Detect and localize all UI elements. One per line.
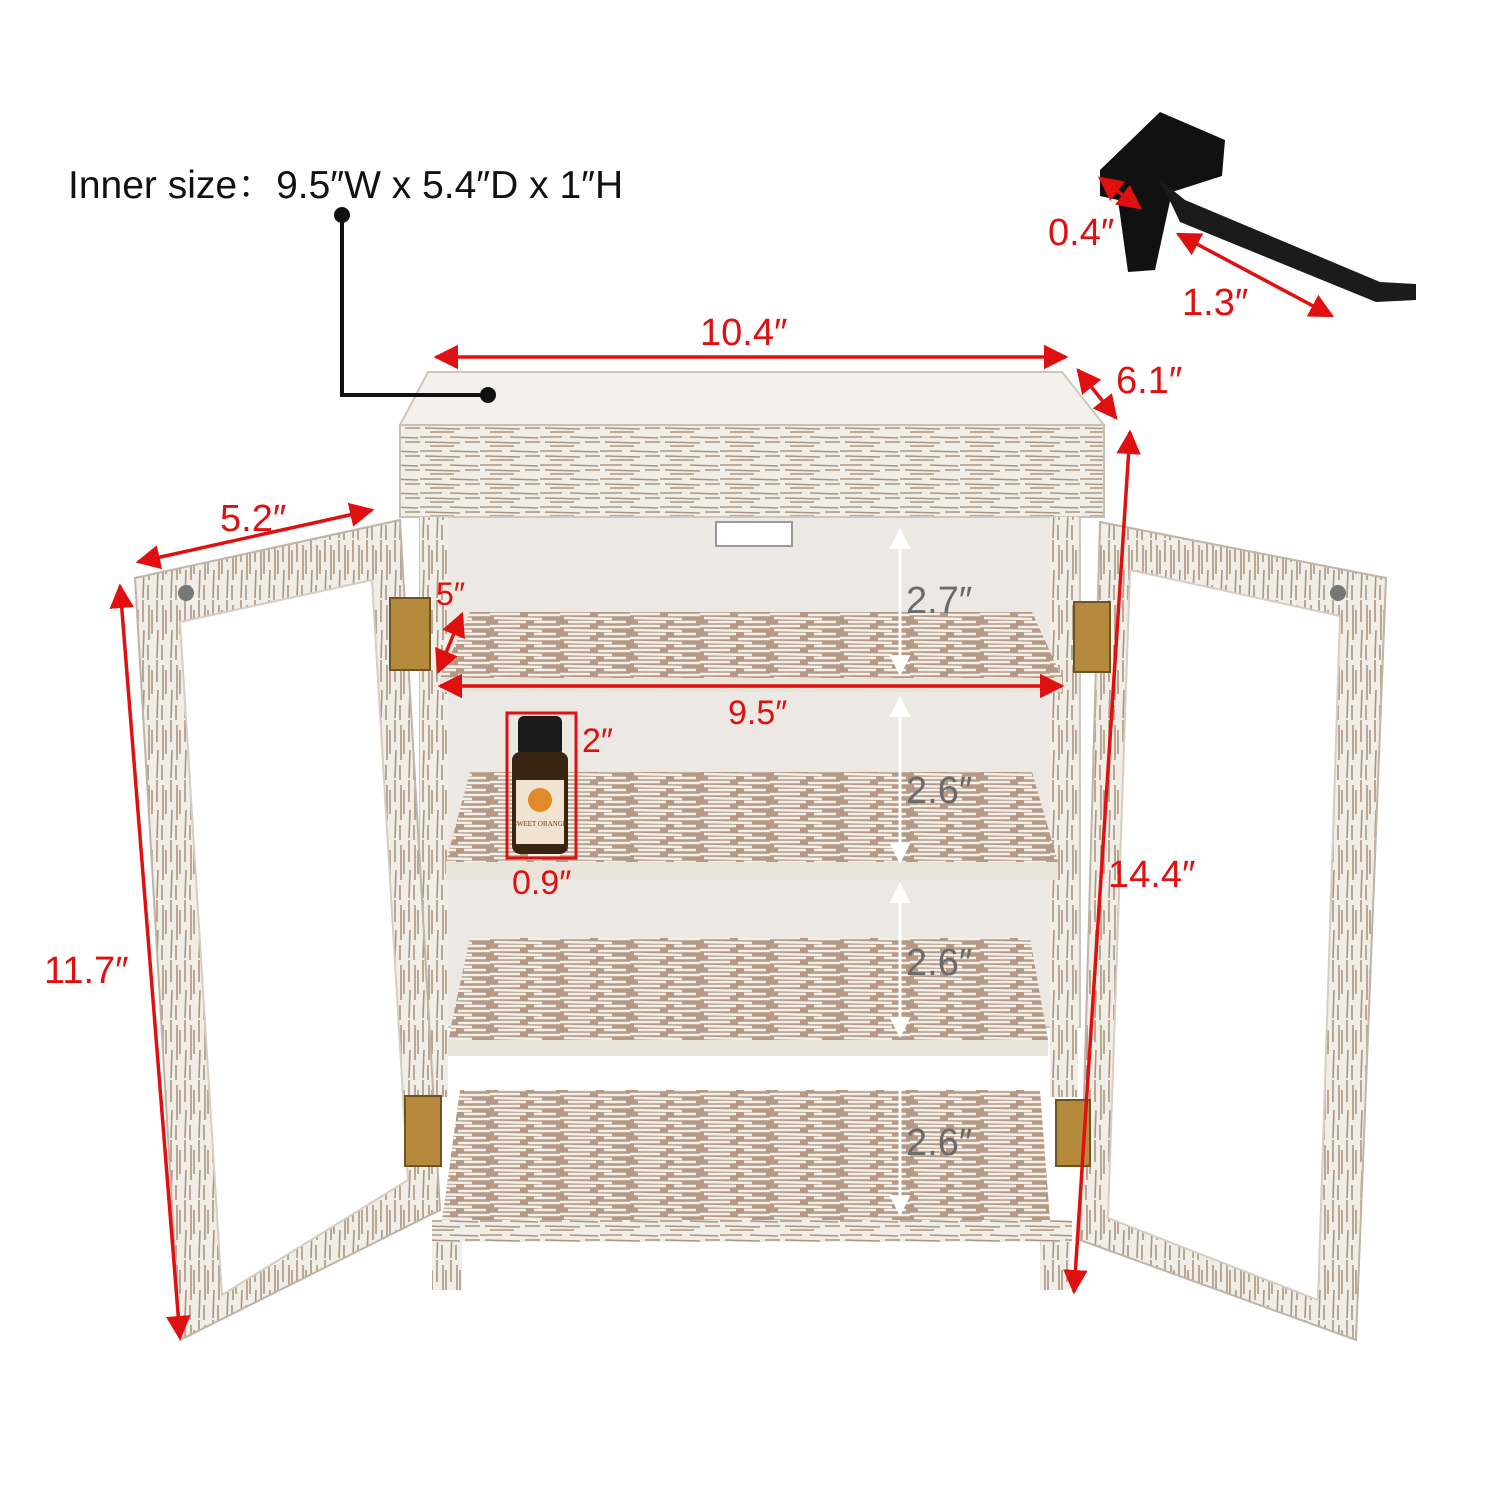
hook-hardware xyxy=(1100,112,1416,302)
top-tray-inner xyxy=(400,372,1104,425)
right-door-knob xyxy=(1330,585,1346,601)
hook-length-label: 1.3″ xyxy=(1182,282,1249,324)
right-door xyxy=(1056,522,1386,1340)
inner-size-label: Inner size：9.5″W x 5.4″D x 1″H xyxy=(68,164,624,207)
overall-height-label: 14.4″ xyxy=(1108,854,1196,896)
bottle-label: SWEET ORANGE xyxy=(512,820,568,828)
left-door xyxy=(135,520,441,1340)
hook-width-label: 0.4″ xyxy=(1048,212,1115,254)
top-tray-front xyxy=(400,425,1104,517)
base-rail xyxy=(432,1220,1072,1242)
left-lower-hinge xyxy=(405,1096,441,1166)
magnetic-latch xyxy=(716,522,792,546)
right-leg xyxy=(1040,1242,1070,1290)
bottle-height-label: 2″ xyxy=(582,722,613,760)
left-upper-hinge xyxy=(390,598,430,670)
door-width-label: 5.2″ xyxy=(220,498,287,540)
right-upper-hinge xyxy=(1074,602,1110,672)
door-height-label: 11.7″ xyxy=(44,950,129,992)
shelf-gap-4-label: 2.6″ xyxy=(906,1122,973,1164)
overall-width-label: 10.4″ xyxy=(700,312,788,354)
left-leg xyxy=(432,1242,462,1290)
shelf-depth-label: 5″ xyxy=(436,576,466,612)
shelf-width-label: 9.5″ xyxy=(728,694,788,732)
shelf-gap-3-label: 2.6″ xyxy=(906,942,973,984)
depth-label: 6.1″ xyxy=(1116,360,1183,402)
shelf-3-edge xyxy=(448,1040,1048,1056)
right-door-glass xyxy=(1108,570,1340,1300)
left-door-knob xyxy=(178,585,194,601)
bottle-width-label: 0.9″ xyxy=(512,864,572,902)
shelf-gap-1-label: 2.7″ xyxy=(906,580,973,622)
shelf-gap-2-label: 2.6″ xyxy=(906,770,973,812)
